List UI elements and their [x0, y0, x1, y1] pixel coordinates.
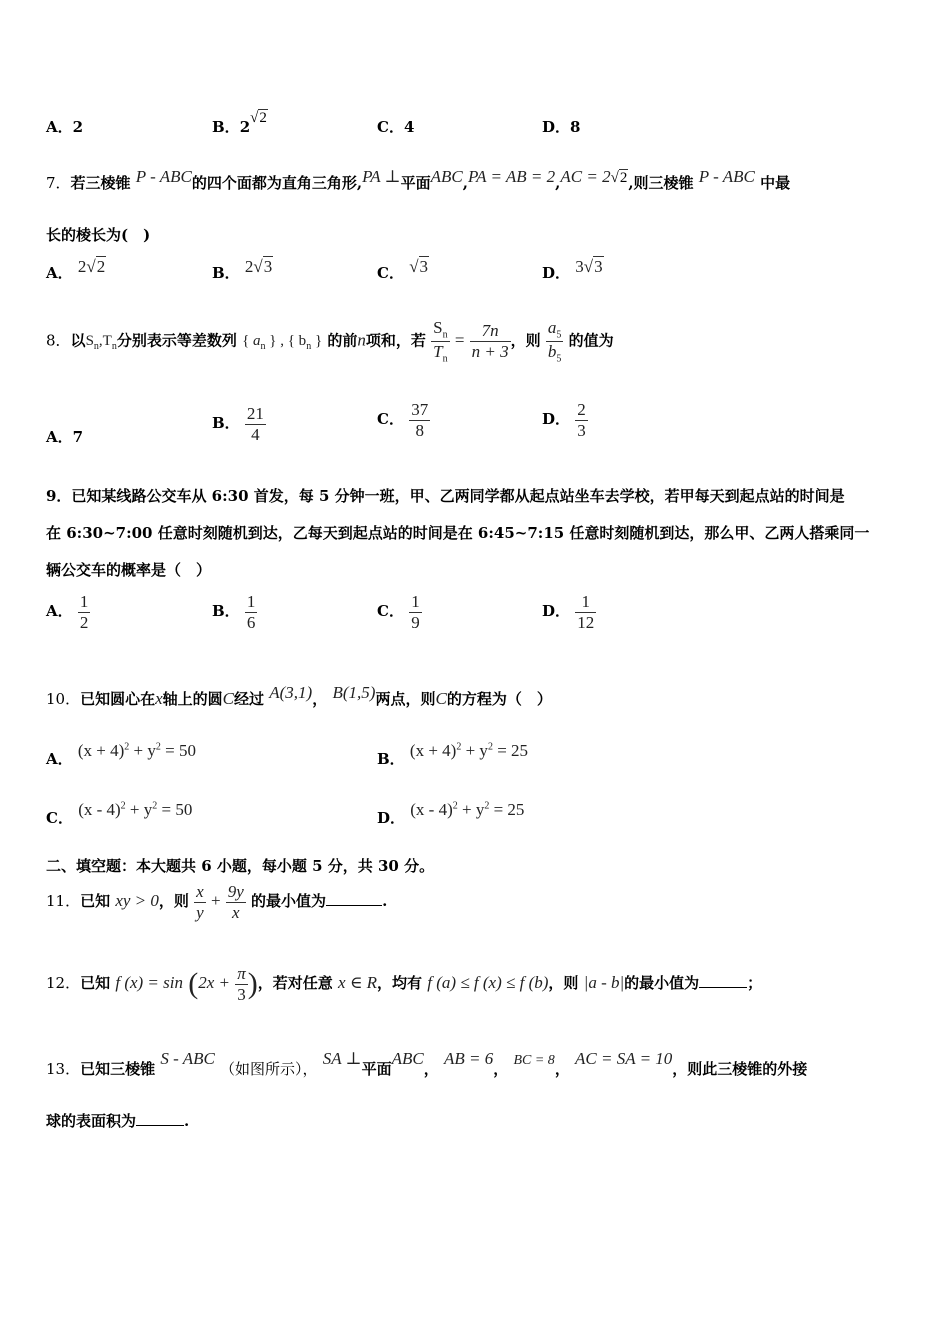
q12-answer-blank[interactable] [699, 973, 747, 988]
q13-stem-line1: 13．已知三棱锥 S - ABC （如图所示）， SA ⊥平面ABC， AB = 6， BC = 8， AC = SA = 10，则此三棱锥的外接 [46, 1049, 808, 1078]
q10-option-c: C． $(x - 4)^2 + y^2 = 50$ [46, 800, 193, 827]
q10-option-a: A． $(x + 4)^2 + y^2 = 50$ [46, 741, 196, 768]
q8-stem: 8．以$S_n,T_n$分别表示等差数列 { $a_n$ } , { $b_n$ } 的前n项和，若 $\frac{S_n}{T_n}$ = $\frac{7n}{n + 3}$ ，则 $\frac{a_5}{b_5}$ 的值为 [46, 318, 614, 365]
q10-option-d: D． $(x - 4)^2 + y^2 = 25$ [377, 800, 525, 827]
q7-stem-line2: 长的棱长为( ) [46, 226, 151, 244]
q6-option-d: D．8 [542, 118, 581, 136]
q10-stem: 10．已知圆心在x轴上的圆C经过 A(3,1)， B(1,5)两点，则C的方程为（ ） [46, 683, 552, 708]
q8-option-c: C． $\frac{37}{8}$ [377, 400, 429, 440]
q12-stem: 12．已知 f (x) = sin (2x + $\frac{\pi}{3}$ )，若对任意 x ∈ R，均有 f (a) ≤ f (x) ≤ f (b)，则 |a - b|的最小值为 ； [46, 964, 763, 1004]
q8-option-a: A．7 [46, 428, 84, 446]
q13-stem-line2: 球的表面积为 . [46, 1112, 190, 1130]
q7-stem-line1: 7．若三棱锥 P - ABC的四个面都为直角三角形,PA ⊥平面ABC,PA = AB = 2,AC = 2√2,则三棱锥 P - ABC 中最 [46, 167, 791, 192]
q7-option-a: A． 2√2 [46, 257, 106, 282]
q6-option-a: A．2 [46, 118, 84, 136]
q6-option-b: B．2√2 [212, 110, 267, 136]
q11-answer-blank[interactable] [326, 891, 382, 906]
q7-option-c: C． √3 [377, 257, 429, 282]
q9-stem-line3: 辆公交车的概率是（ ） [46, 561, 212, 579]
q6-option-c: C．4 [377, 118, 415, 136]
q9-option-c: C． $\frac{1}{9}$ [377, 592, 420, 632]
q9-option-d: D． $\frac{1}{12}$ [542, 592, 595, 632]
q13-answer-blank[interactable] [136, 1111, 184, 1126]
q7-option-d: D． 3√3 [542, 257, 603, 282]
q7-option-b: B． 2√3 [212, 257, 273, 282]
q11-stem: 11．已知 xy > 0，则 $\frac{x}{y}$ + $\frac{9y}{x}$ 的最小值为 . [46, 882, 388, 922]
q9-option-a: A． $\frac{1}{2}$ [46, 592, 89, 632]
q9-stem-line2: 在 6:30~7:00 任意时刻随机到达，乙每天到起点站的时间是在 6:45~7:15 任意时刻随机到达，那么甲、乙两人搭乘同一 [46, 524, 870, 542]
q9-option-b: B． $\frac{1}{6}$ [212, 592, 256, 632]
section-2-heading: 二、填空题：本大题共 6 小题，每小题 5 分，共 30 分。 [46, 857, 435, 875]
q10-option-b: B． $(x + 4)^2 + y^2 = 25$ [377, 741, 529, 768]
q8-option-d: D． $\frac{2}{3}$ [542, 400, 586, 440]
q8-option-b: B． $\frac{21}{4}$ [212, 404, 264, 444]
q9-stem-line1: 9．已知某线路公交车从 6:30 首发，每 5 分钟一班，甲、乙两同学都从起点站坐车去学校，若甲每天到起点站的时间是 [46, 487, 845, 505]
